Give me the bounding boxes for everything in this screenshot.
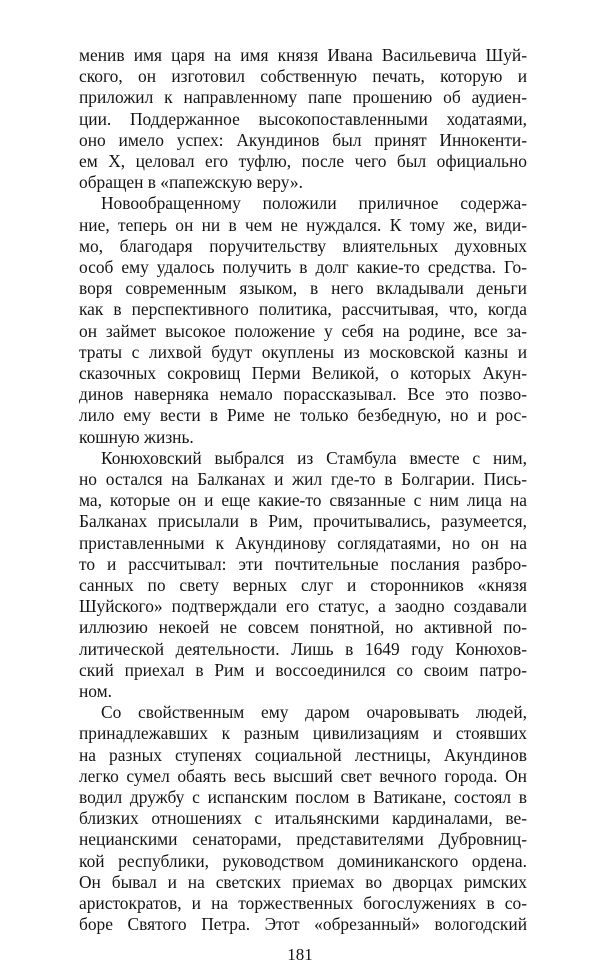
text-line: особ ему удалось получить в долг какие-то средства. Го- [79, 257, 527, 277]
page-number: 181 [287, 945, 313, 964]
text-line: аристократов, и на торжественных богослужениях в со- [79, 893, 527, 913]
text-line: боре Святого Петра. Этот «обрезанный» вологодский [79, 914, 527, 934]
text-line: кой республики, руководством доминиканского ордена. [79, 851, 527, 871]
text-line: приставленными к Акундинову соглядатаями, но он на [79, 533, 527, 553]
text-line: динов наверняка немало порассказывал. Все это позво- [79, 384, 527, 404]
text-line: но остался на Балканах и жил где-то в Болгарии. Пись- [79, 469, 527, 489]
text-line: кошную жизнь. [79, 427, 194, 447]
text-line: Новообращенному положили приличное содержа- [101, 193, 527, 213]
text-line: лило ему вести в Риме не только безбедную, но и рос- [79, 405, 527, 425]
text-line: мо, благодаря поручительству влиятельных духовных [79, 236, 527, 256]
text-line: обращен в «папежскую веру». [79, 172, 303, 192]
text-line: как в перспективного политика, рассчитывая, что, когда [79, 299, 527, 319]
text-line: на разных ступенях социальной лестницы, Акундинов [79, 745, 527, 765]
text-line: Шуйского» подтверждали его статус, а заодно создавали [79, 596, 527, 616]
text-line: ма, которые он и еще какие-то связанные с ним лица на [79, 490, 527, 510]
text-line: легко сумел обаять весь высший свет вечного города. Он [79, 766, 527, 786]
text-line: ский приехал в Рим и воссоединился со своим патро- [79, 660, 527, 680]
text-line: он займет высокое положение у себя на родине, все за- [79, 321, 527, 341]
text-line: приложил к направленному папе прошению об аудиен- [79, 87, 527, 107]
text-line: близких отношениях с итальянскими кардиналами, ве- [79, 808, 527, 828]
text-line: сказочных сокровищ Перми Великой, о которых Акун- [79, 363, 527, 383]
text-line: траты с лихвой будут окуплены из московской казны и [79, 342, 527, 362]
text-line: Балканах присылали в Рим, прочитывались, разумеется, [79, 511, 527, 531]
text-line: литической деятельности. Лишь в 1649 году Конюхов- [79, 639, 527, 659]
text-line: ского, он изготовил собственную печать, которую и [79, 66, 527, 86]
text-line: санных по свету верных слуг и сторонников «князя [79, 575, 527, 595]
text-line: ции. Поддержанное высокопоставленными ходатаями, [79, 109, 527, 129]
text-line: ном. [79, 681, 113, 701]
text-line: ние, теперь он ни в чем не нуждался. К тому же, види- [79, 215, 527, 235]
text-line: то и рассчитывал: эти почтительные послания разбро- [79, 554, 527, 574]
text-line: оно имело успех: Акундинов был принят Иннокенти- [79, 130, 527, 150]
text-line: принадлежавших к разным цивилизациям и стоявших [79, 723, 527, 743]
text-line: водил дружбу с испанским послом в Ватикане, состоял в [79, 787, 527, 807]
text-line: воря современным языком, в него вкладывали деньги [79, 278, 527, 298]
text-line: Конюховский выбрался из Стамбула вместе с ним, [101, 448, 527, 468]
text-line: Он бывал и на светских приемах во дворцах римских [79, 872, 527, 892]
text-line: Со свойственным ему даром очаровывать людей, [101, 702, 527, 722]
text-line: иллюзию некоей не совсем понятной, но активной по- [79, 617, 527, 637]
text-line: менив имя царя на имя князя Ивана Васильевича Шуй- [79, 45, 527, 65]
text-line: ем X, целовал его туфлю, после чего был официально [79, 151, 527, 171]
text-line: нецианскими сенаторами, представителями Дубровниц- [79, 829, 527, 849]
